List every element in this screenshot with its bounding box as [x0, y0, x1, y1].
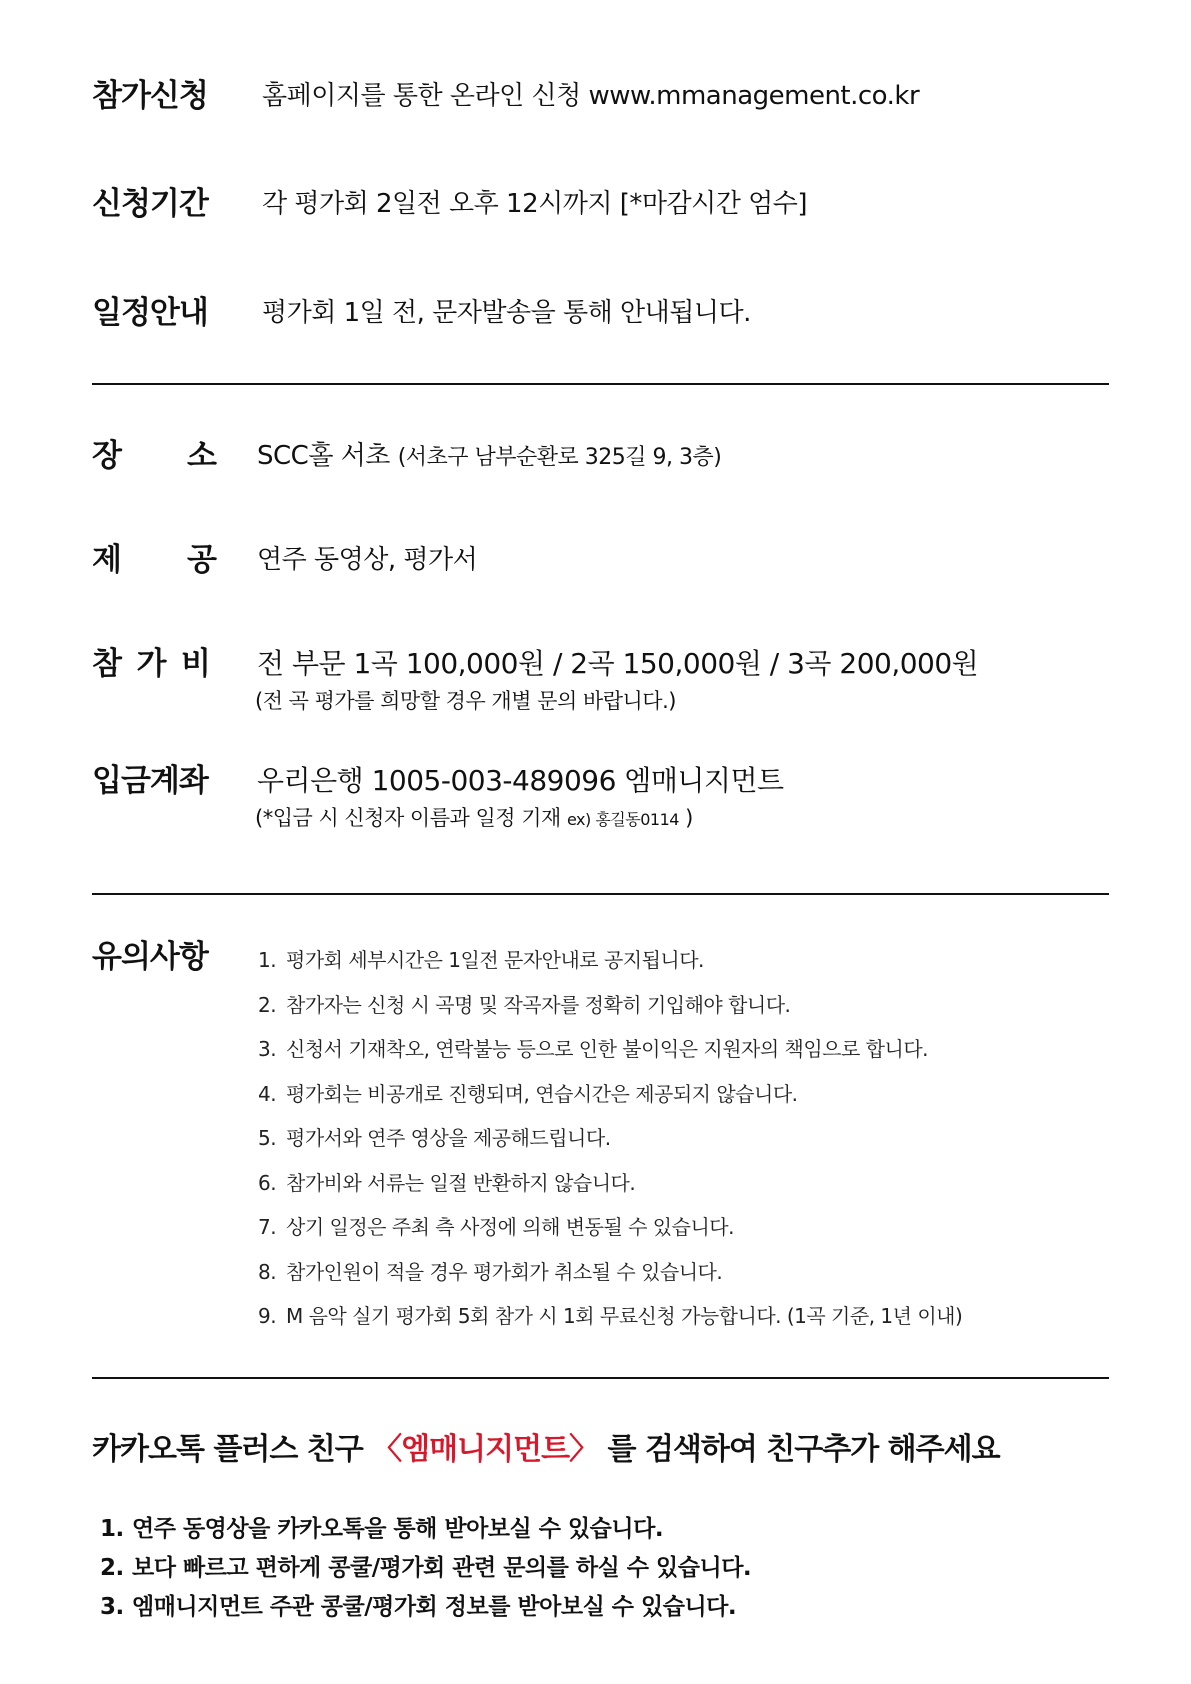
- venue-label-a: 장: [92, 438, 121, 474]
- apply-value: 홈페이지를 통한 온라인 신청 www.mmanagement.co.kr: [262, 81, 920, 111]
- section-divider-1: [92, 383, 1109, 385]
- account-note-end: ): [685, 806, 693, 830]
- list-item: [258, 1205, 962, 1250]
- list-item-number: 2.: [258, 992, 277, 1017]
- list-item-number: 6.: [258, 1170, 277, 1195]
- fee-label-b: 가: [136, 646, 166, 682]
- list-item: [258, 1250, 962, 1295]
- list-item-text: 엠매니지먼트 주관 콩쿨/평가회 정보를 받아보실 수 있습니다.: [132, 1594, 737, 1620]
- provide-label: [92, 540, 216, 580]
- provide-value: 연주 동영상, 평가서: [257, 545, 478, 575]
- list-item-number: 2.: [100, 1555, 124, 1581]
- section-divider-3: [92, 1377, 1109, 1379]
- list-item: [258, 1027, 962, 1072]
- fee-label-c: 비: [181, 646, 210, 682]
- schedule-label: 일정안내: [92, 295, 208, 331]
- fee-label: [92, 644, 210, 684]
- list-item-number: 1.: [258, 948, 277, 972]
- notes-label: 유의사항: [92, 939, 208, 975]
- list-item-text: 상기 일정은 주최 측 사정에 의해 변동될 수 있습니다.: [286, 1215, 734, 1239]
- list-item: [100, 1588, 751, 1627]
- list-item-text: 평가회 세부시간은 1일전 문자안내로 공지됩니다.: [286, 948, 704, 972]
- account-value: 우리은행 1005-003-489096 엠매니지먼트: [257, 764, 784, 797]
- kakao-title-before: 카카오톡 플러스 친구: [92, 1432, 363, 1467]
- provide-label-a: 제: [92, 542, 121, 578]
- account-label: 입금계좌: [92, 763, 208, 799]
- kakao-title-after: 를 검색하여 친구추가 해주세요: [607, 1432, 1000, 1467]
- list-item-text: M 음악 실기 평가회 5회 참가 시 1회 무료신청 가능합니다. (1곡 기준, 1년 이내): [286, 1304, 963, 1328]
- provide-label-b: 공: [187, 542, 216, 578]
- list-item-number: 5.: [258, 1126, 277, 1150]
- fee-value: 전 부문 1곡 100,000원 / 2곡 150,000원 / 3곡 200,000원: [257, 647, 979, 680]
- venue-value-group: [257, 436, 721, 478]
- list-item-number: 1.: [100, 1516, 124, 1542]
- list-item: [258, 1072, 962, 1117]
- kakao-title: [92, 1428, 1000, 1472]
- list-item-number: 9.: [258, 1304, 277, 1328]
- list-item: [100, 1510, 751, 1549]
- list-item: [258, 1161, 962, 1206]
- list-item: [258, 1294, 962, 1339]
- list-item-text: 참가인원이 적을 경우 평가회가 취소될 수 있습니다.: [286, 1259, 723, 1284]
- list-item: [100, 1549, 751, 1588]
- list-item-number: 8.: [258, 1259, 277, 1284]
- venue-label-b: 소: [187, 438, 216, 474]
- account-note: [255, 803, 693, 835]
- fee-label-a: 참: [92, 646, 121, 682]
- section-divider-2: [92, 893, 1109, 895]
- list-item: [258, 983, 962, 1028]
- account-note-main: (*입금 시 신청자 이름과 일정 기재: [255, 806, 561, 830]
- list-item-number: 3.: [100, 1594, 124, 1620]
- apply-label: 참가신청: [92, 78, 208, 114]
- venue-value: SCC홀 서초: [257, 441, 390, 471]
- list-item-text: 평가회는 비공개로 진행되며, 연습시간은 제공되지 않습니다.: [286, 1081, 798, 1106]
- list-item-number: 7.: [258, 1215, 277, 1239]
- list-item: [258, 938, 962, 983]
- notes-list: [258, 938, 962, 1339]
- list-item-text: 연주 동영상을 카카오톡을 통해 받아보실 수 있습니다.: [132, 1516, 664, 1542]
- list-item: [258, 1116, 962, 1161]
- list-item-number: 3.: [258, 1037, 277, 1061]
- kakao-benefits-list: [100, 1510, 751, 1627]
- period-label: 신청기간: [92, 186, 208, 222]
- list-item-text: 참가자는 신청 시 곡명 및 작곡자를 정확히 기입해야 합니다.: [286, 992, 791, 1017]
- account-note-example: ex) 홍길동0114: [566, 810, 679, 829]
- venue-label: [92, 436, 216, 476]
- period-value: 각 평가회 2일전 오후 12시까지 [*마감시간 엄수]: [262, 189, 807, 219]
- schedule-value: 평가회 1일 전, 문자발송을 통해 안내됩니다.: [262, 298, 751, 328]
- list-item-text: 참가비와 서류는 일절 반환하지 않습니다.: [286, 1170, 636, 1195]
- list-item-text: 보다 빠르고 편하게 콩쿨/평가회 관련 문의를 하실 수 있습니다.: [132, 1555, 752, 1581]
- kakao-channel-name: 〈엠매니지먼트〉: [372, 1432, 599, 1467]
- list-item-text: 평가서와 연주 영상을 제공해드립니다.: [286, 1126, 611, 1150]
- fee-note: (전 곡 평가를 희망할 경우 개별 문의 바랍니다.): [255, 689, 676, 713]
- venue-address: (서초구 남부순환로 325길 9, 3층): [397, 445, 722, 470]
- list-item-text: 신청서 기재착오, 연락불능 등으로 인한 불이익은 지원자의 책임으로 합니다.: [286, 1037, 928, 1061]
- list-item-number: 4.: [258, 1081, 277, 1106]
